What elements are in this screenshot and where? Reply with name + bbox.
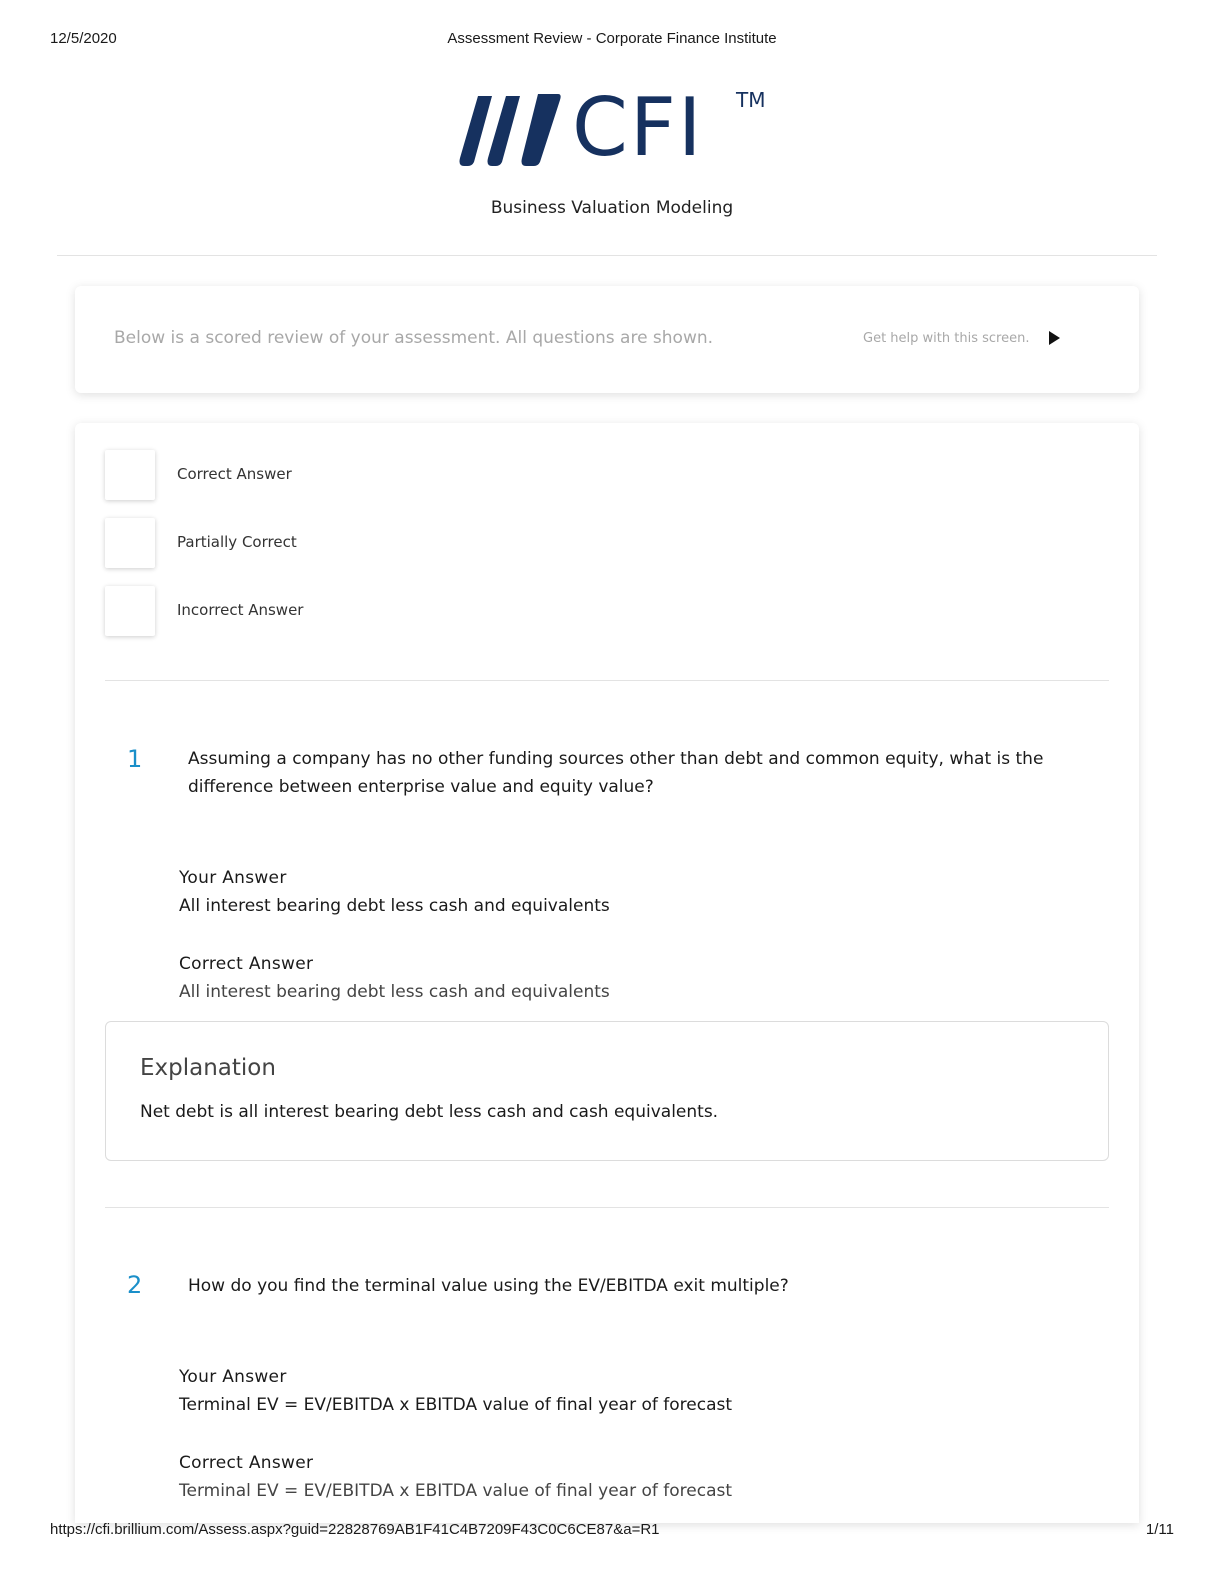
question-divider (105, 1207, 1109, 1208)
correct-answer-label: Correct Answer (179, 1453, 314, 1473)
legend-divider (105, 680, 1109, 681)
print-title: Assessment Review - Corporate Finance Institute (447, 30, 777, 47)
your-answer-value: All interest bearing debt less cash and equivalents (179, 896, 610, 916)
cfi-logo-stripes-icon (458, 86, 568, 170)
header-divider (57, 255, 1157, 256)
your-answer-label: Your Answer (179, 1367, 287, 1387)
correct-answer-value: All interest bearing debt less cash and equivalents (179, 982, 610, 1002)
legend-swatch-correct (105, 450, 155, 500)
legend-label: Correct Answer (177, 465, 292, 483)
legend-swatch-partial (105, 518, 155, 568)
logo-text: CFI (572, 81, 704, 174)
explanation-text: Net debt is all interest bearing debt less cash and cash equivalents. (140, 1102, 719, 1122)
question-number: 1 (127, 745, 143, 773)
page-number: 1/11 (1145, 1521, 1174, 1538)
logo-trademark: TM (736, 88, 766, 112)
legend-label: Incorrect Answer (177, 601, 304, 619)
cfi-logo (458, 81, 766, 174)
intro-text: Below is a scored review of your assessment. All questions are shown. (114, 328, 714, 348)
correct-answer-value: Terminal EV = EV/EBITDA x EBITDA value of final year of forecast (179, 1481, 733, 1501)
your-answer-label: Your Answer (179, 868, 287, 888)
print-date: 12/5/2020 (50, 30, 117, 47)
legend-partial (105, 518, 505, 568)
help-link[interactable]: Get help with this screen. (863, 331, 1030, 346)
print-footer (50, 1521, 1174, 1541)
correct-answer-label: Correct Answer (179, 954, 314, 974)
legend-label: Partially Correct (177, 533, 297, 551)
explanation-box (105, 1021, 1109, 1161)
explanation-title: Explanation (140, 1055, 276, 1081)
your-answer-value: Terminal EV = EV/EBITDA x EBITDA value of final year of forecast (179, 1395, 733, 1415)
question-number: 2 (127, 1271, 143, 1299)
legend-swatch-incorrect (105, 586, 155, 636)
review-card (75, 423, 1139, 1523)
legend-incorrect (105, 586, 505, 636)
course-title: Business Valuation Modeling (490, 198, 734, 218)
question-text: Assuming a company has no other funding sources other than debt and common equity, what is the difference between enterprise value and equity value? (188, 749, 1044, 797)
play-icon[interactable] (1049, 331, 1060, 345)
question-text: How do you find the terminal value using the EV/EBITDA exit multiple? (188, 1276, 789, 1296)
print-header (50, 30, 1174, 50)
footer-url: https://cfi.brillium.com/Assess.aspx?guid=22828769AB1F41C4B7209F43C0C6CE87&a=R1 (50, 1521, 660, 1538)
intro-card (75, 286, 1139, 393)
legend-correct (105, 450, 505, 500)
